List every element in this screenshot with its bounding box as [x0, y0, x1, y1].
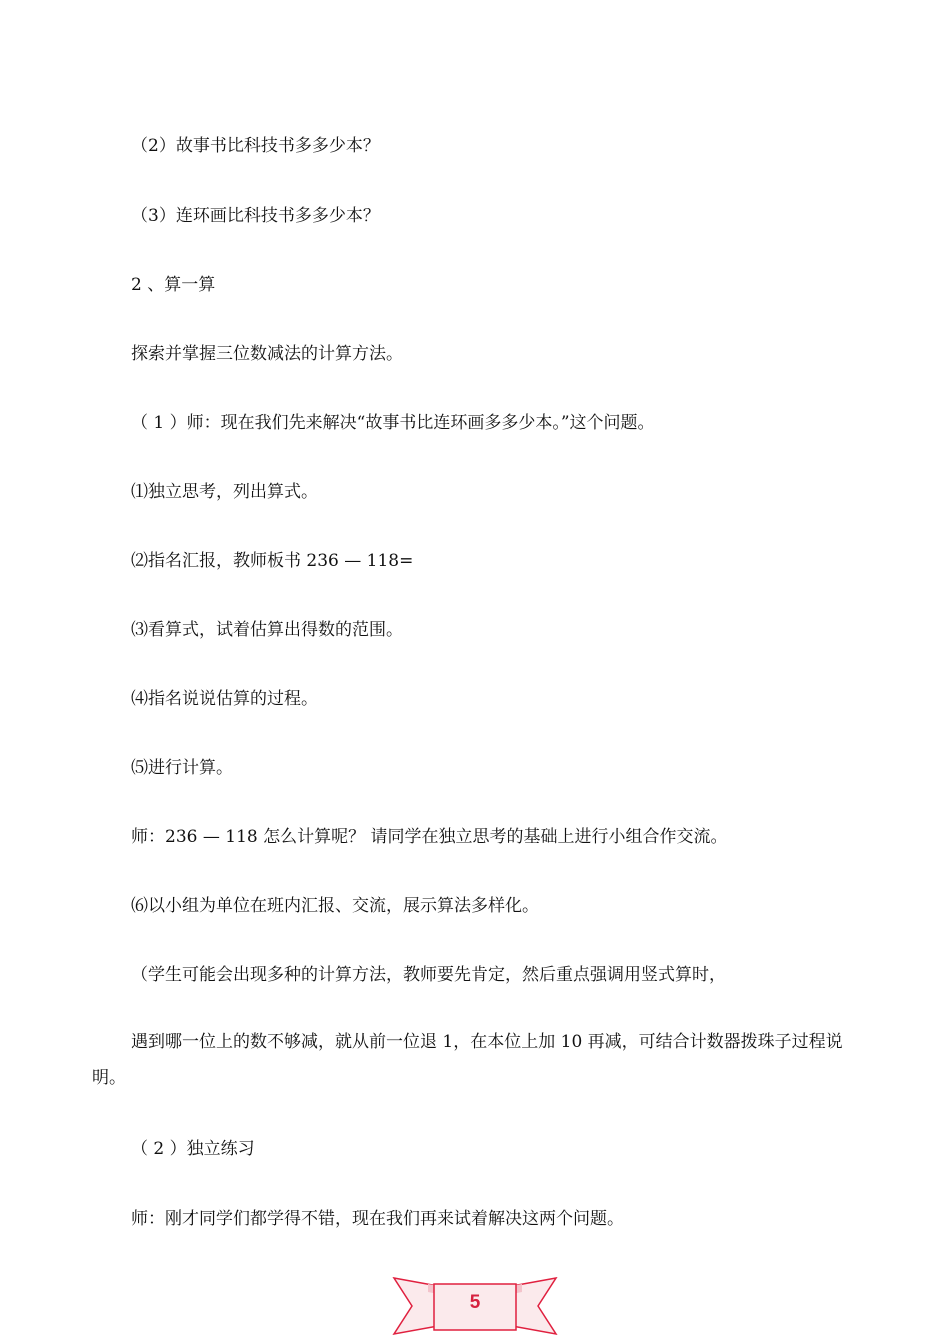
- paragraph-note: （学生可能会出现多种的计算方法，教师要先肯定，然后重点强调用竖式算时，: [131, 965, 726, 985]
- page-number: 5: [469, 1292, 481, 1313]
- list-item-6: ⑹以小组为单位在班内汇报、交流，展示算法多样化。: [131, 896, 539, 916]
- list-item-2: ⑵指名汇报，教师板书 236 — 118=: [131, 551, 414, 571]
- list-item-4: ⑷指名说说估算的过程。: [131, 689, 318, 709]
- list-item-1: ⑴独立思考，列出算式。: [131, 482, 318, 502]
- paragraph-step-1: （ 1 ）师：现在我们先来解决“故事书比连环画多多少本。”这个问题。: [131, 413, 655, 433]
- paragraph-objective: 探索并掌握三位数减法的计算方法。: [131, 344, 403, 364]
- paragraph-teacher-closing: 师：刚才同学们都学得不错，现在我们再来试着解决这两个问题。: [131, 1209, 624, 1229]
- section-heading: 2 、算一算: [131, 275, 216, 295]
- list-item-5: ⑸进行计算。: [131, 758, 233, 778]
- paragraph-step-2: （ 2 ）独立练习: [131, 1139, 255, 1159]
- paragraph-teacher-question: 师：236 — 118 怎么计算呢？ 请同学在独立思考的基础上进行小组合作交流。: [131, 827, 728, 847]
- paragraph-explanation: 遇到哪一位上的数不够减，就从前一位退 1，在本位上加 10 再减，可结合计数器拨珠子过程说明。: [92, 1032, 843, 1088]
- paragraph-question-3: （3）连环画比科技书多多少本？: [131, 206, 380, 226]
- paragraph-question-2: （2）故事书比科技书多多少本？: [131, 136, 380, 156]
- list-item-3: ⑶看算式，试着估算出得数的范围。: [131, 620, 403, 640]
- page-number-ribbon: [392, 1272, 558, 1344]
